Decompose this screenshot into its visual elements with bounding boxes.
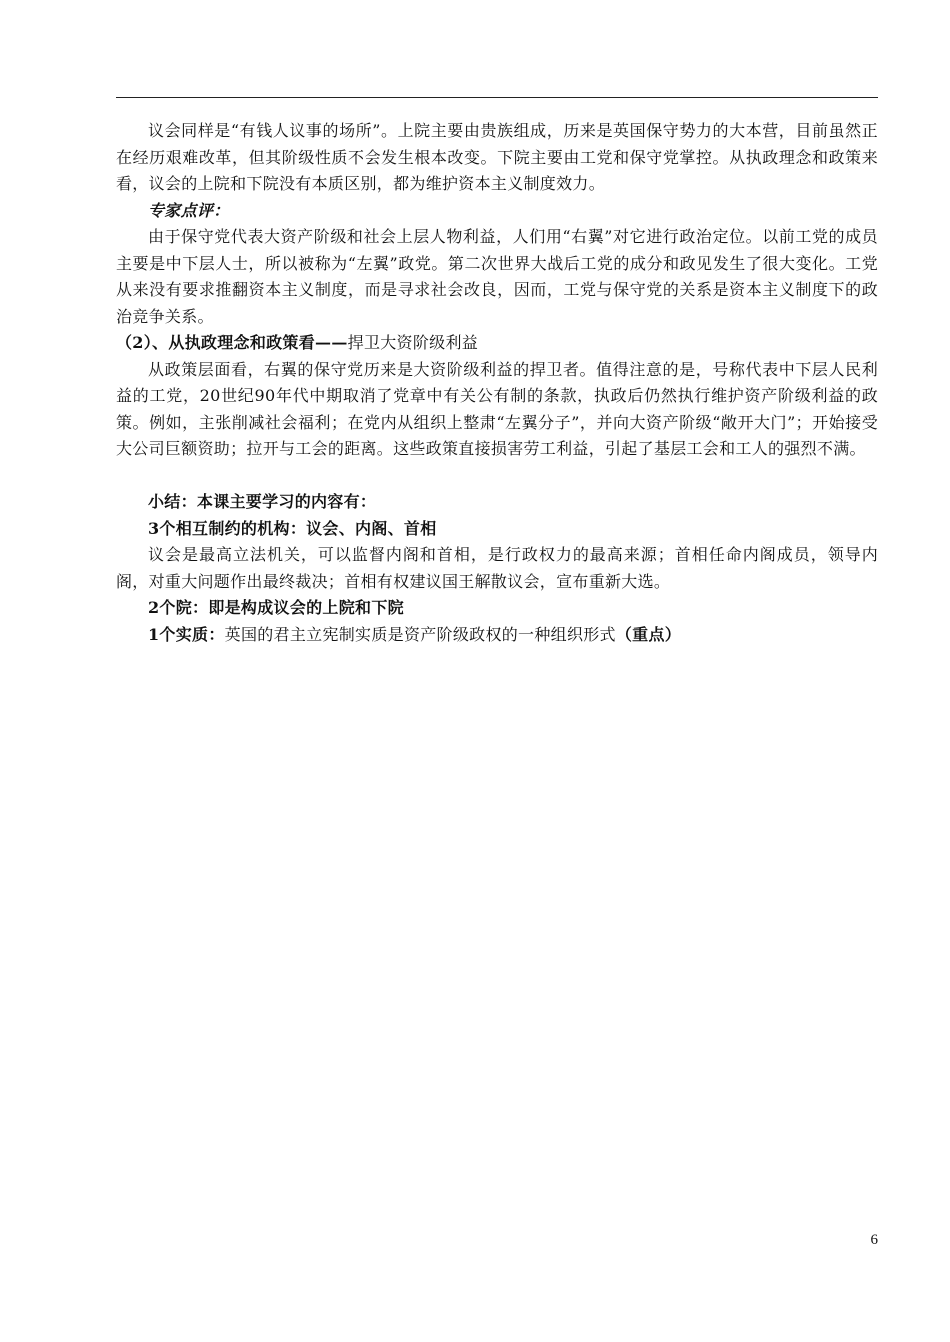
summary-one-label: 1个实质： xyxy=(148,624,225,644)
header-rule xyxy=(116,97,878,98)
summary-one-key: （重点） xyxy=(615,624,682,644)
summary-heading: 小结：本课主要学习的内容有： xyxy=(148,492,377,511)
summary-one-essence xyxy=(116,622,878,649)
paragraph-policy: 从政策层面看，右翼的保守党历来是大资阶级利益的捍卫者。值得注意的是，号称代表中下层人民利益的工党，20世纪90年代中期取消了党章中有关公有制的条款，执政后仍然执行维护资产阶级利益的政策。例如，主张削减社会福利；在党内从组织上整肃“左翼分子”，并向大资产阶级“敞开大门”；开始接受大公司巨额资助；拉开与工会的距离。这些政策直接损害劳工利益，引起了基层工会和工人的强烈不满。 xyxy=(116,359,878,458)
summary-one-text: 英国的君主立宪制实质是资产阶级政权的一种组织形式 xyxy=(224,624,616,644)
expert-comment-heading: 专家点评： xyxy=(148,200,230,220)
paragraph-expert-comment: 由于保守党代表大资产阶级和社会上层人物利益，人们用“右翼”对它进行政治定位。以前工党的成员主要是中下层人士，所以被称为“左翼”政党。第二次世界大战后工党的成分和政见发生了很大变化。工党从来没有要求推翻资本主义制度，而是寻求社会改良，因而，工党与保守党的关系是资本主义制度下的政治竞争关系。 xyxy=(116,227,878,326)
document-body xyxy=(116,118,878,648)
paragraph-parliament: 议会同样是“有钱人议事的场所”。上院主要由贵族组成，历来是英国保守势力的大本营，目前虽然正在经历艰难改革，但其阶级性质不会发生根本改变。下院主要由工党和保守党掌控。从执政理念和政策来看，议会的上院和下院没有本质区别，都为维护资本主义制度效力。 xyxy=(116,121,878,193)
summary-two-houses: 2个院：即是构成议会的上院和下院 xyxy=(148,598,404,617)
section-2-heading-bold: （2）、从执政理念和政策看—— xyxy=(116,333,348,352)
section-2-heading xyxy=(116,330,878,357)
page-number: 6 xyxy=(870,1232,878,1248)
summary-three-institutions: 3个相互制约的机构：议会、内阁、首相 xyxy=(148,518,437,538)
section-2-heading-rest: 捍卫大资阶级利益 xyxy=(347,333,479,352)
blank-line xyxy=(116,463,878,490)
paragraph-institutions: 议会是最高立法机关，可以监督内阁和首相，是行政权力的最高来源；首相任命内阁成员，领导内阁，对重大问题作出最终裁决；首相有权建议国王解散议会，宣布重新大选。 xyxy=(116,545,878,591)
